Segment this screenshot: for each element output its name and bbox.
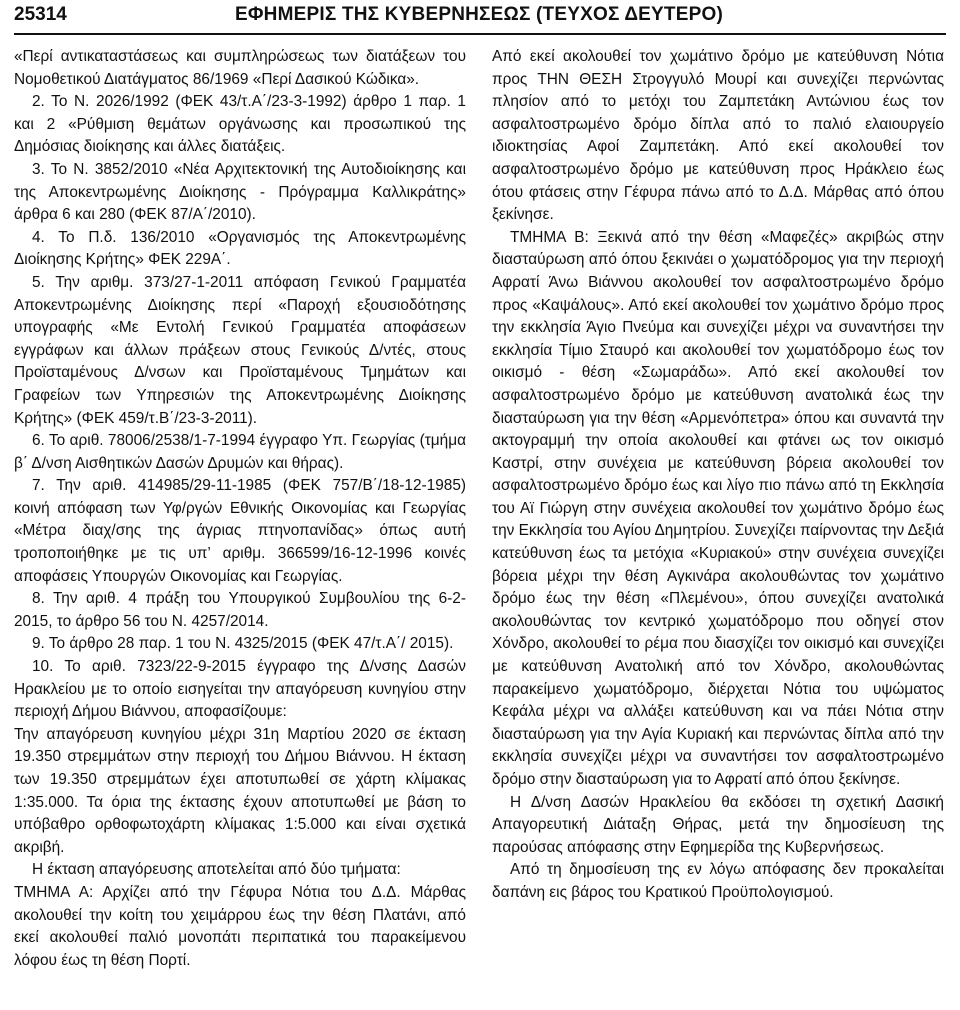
paragraph: Την απαγόρευση κυνηγίου μέχρι 31η Μαρτίου 2020 σε έκταση 19.350 στρεμμάτων στην περιοχή του Δήμου Βιάννου. Η έκταση των 19.350 στρεμμάτων έχει αποτυπωθεί σε χάρτη κλίμακας 1:35.000. Τα όρια της έκτασης έχουν αποτυπωθεί με βάση το υπόβαθρο ορθοφωτοχάρτη κλίμακας 1:5.000 και είναι σχετικά ακριβή.	[14, 725, 466, 856]
paragraph: Από εκεί ακολουθεί τον χωμάτινο δρόμο με κατεύθυνση Νότια προς ΤΗΝ ΘΕΣΗ Στρογγυλό Μουρί και συνεχίζει περνώντας πλησίον από το μετόχι του Ζαμπετάκη Αντώνιου έως τον ασφαλτοστρωμένο δρόμο δίπλα από το παλιό ελαιουργείο ιδιοκτησίας Αφοί Ζαμπετάκη. Από εκεί ακολουθεί τον ασφαλτοστρωμένο δρόμο με κατεύθυνση προς Ηράκλειο έως ότου φτάσεις στην Γέφυρα πάνω από το Δ.Δ. Μάρθας από όπου ξεκίνησε.	[492, 48, 944, 224]
paragraph: Από τη δημοσίευση της εν λόγω απόφασης δεν προκαλείται δαπάνη εις βάρος του Κρατικού Προϋπολογισμού.	[492, 861, 944, 901]
paragraph: Η Δ/νση Δασών Ηρακλείου θα εκδόσει τη σχετική Δασική Απαγορευτική Διάταξη Θήρας, μετά την δημοσίευση της παρούσας απόφασης στην Εφημερίδα της Κυβερνήσεως.	[492, 793, 944, 856]
paragraph: Η έκταση απαγόρευσης αποτελείται από δύο τμήματα:	[32, 861, 401, 879]
paragraph: 2. Το Ν. 2026/1992 (ΦΕΚ 43/τ.Α΄/23-3-1992) άρθρο 1 παρ. 1 και 2 «Ρύθμιση θεμάτων οργάνωσης και προσωπικού της Δημόσιας διοίκησης και άλλες διατάξεις.	[14, 93, 466, 156]
page-header	[0, 0, 960, 36]
gazette-title: ΕΦΗΜΕΡΙΣ ΤΗΣ ΚΥΒΕΡΝΗΣΕΩΣ (ΤΕΥΧΟΣ ΔΕΥΤΕΡΟ)	[235, 4, 723, 25]
paragraph: 9. Το άρθρο 28 παρ. 1 του Ν. 4325/2015 (ΦΕΚ 47/τ.Α΄/ 2015).	[32, 635, 454, 653]
paragraph: 6. Το αριθ. 78006/2538/1-7-1994 έγγραφο Υπ. Γεωργίας (τμήμα β΄ Δ/νση Αισθητικών Δασών Δρυμών και θήρας).	[14, 432, 466, 472]
paragraph: «Περί αντικαταστάσεως και συμπληρώσεως των διατάξεων του Νομοθετικού Διατάγματος 86/1969 «Περί Δασικού Κώδικα».	[14, 48, 466, 88]
header-rule	[14, 33, 946, 35]
left-column	[14, 46, 466, 972]
paragraph: ΤΜΗΜΑ Α: Αρχίζει από την Γέφυρα Νότια του Δ.Δ. Μάρθας ακολουθεί την κοίτη του χειμάρρου έως την θέση Πλατάνι, από εκεί ακολουθεί παλιό μονοπάτι περιπατικά του παρακείμενου λόφου έως τη θέση Πορτί.	[14, 883, 466, 969]
paragraph: 3. Το Ν. 3852/2010 «Νέα Αρχιτεκτονική της Αυτοδιοίκησης και της Αποκεντρωμένης Διοίκησης - Πρόγραμμα Καλλικράτης» άρθρα 6 και 280 (ΦΕΚ 87/Α΄/2010).	[14, 160, 466, 224]
paragraph: ΤΜΗΜΑ Β: Ξεκινά από την θέση «Μαφεζές» ακριβώς στην διασταύρωση από όπου ξεκινάει ο χωματόδρομος για την περιοχή Αφρατί Άνω Βιάννου ακολουθεί τον ασφαλτοστρωμένο δρόμο προς «Καψάλους». Από εκεί ακολουθεί τον χωμάτινο δρόμο προς την εκκλησία Άγιο Πνεύμα και συνεχίζει μέχρι να συναντήσει την εκκλησία Τίμιο Σταυρό και ακολουθεί τον χωματόδρομο έως τον οικισμό - θέση «Σωμαράδω». Από εκεί ακολουθεί τον ασφαλτοστρωμένο δρόμο με κατεύθυνση ανατολικά έως την διασταύρωση για την θέση «Αρμενόπετρα» όπου και συναντά την ακτογραμμή την οποία ακολουθεί και φτάνει ως τον οικισμό Καστρί, στην συνέχεια με κατεύθυνση βόρεια ακολουθεί τον ασφαλτοστρωμένο δρόμο έως και λίγο πιο πάνω από τη Εκκλησία του Αϊ Γιώργη στην συνέχεια ακολουθεί τον χωμάτινο δρόμο έως την Εκκλησία του Αγίου Δημητρίου. Συνεχίζει παίρνοντας την Δεξιά κατεύθυνση έως τα μετόχια «Κυριακού» στην συνέχεια συνεχίζει βόρεια μέχρι την θέση Αγκινάρα ακολουθώντας τον χωμάτινο δρόμο έως την θέση «Πλεμένου», όπου συνεχίζει ανατολικά ακολουθώντας τον κεντρικό χωματόδρομο που οδηγεί στον Χόνδρο, ακολουθεί το ρέμα που διασχίζει τον οικισμό και συνεχίζει με κατεύθυνση Ανατολική από τον Χόνδρο, ακολουθώντας παρακείμενο χωματόδρομο, διέρχεται Νότια του υψώματος Κεφάλα μέχρι να αλλάξει κατεύθυνση και να πάει Νότια στην διασταύρωση για την Αγία Κυριακή και περνώντας δίπλα από την εκκλησία συνεχίζει μέχρι να συναντήσει τον ασφαλτοστρωμένο δρόμο στην διασταύρωση για το Αφρατί από όπου ξεκίνησε.	[492, 228, 944, 788]
paragraph: 7. Την αριθ. 414985/29-11-1985 (ΦΕΚ 757/Β΄/18-12-1985) κοινή απόφαση των Υφ/ργών Εθνικής Οικονομίας και Γεωργίας «Μέτρα διαχ/σης της άγριας πτηνοπανίδας» όπως αυτή τροποποιήθηκε με τις υπ’ αριθμ. 366599/16-12-1996 κοινές αποφάσεις Υπουργών Οικονομίας και Γεωργίας.	[14, 477, 466, 585]
paragraph: 8. Την αριθ. 4 πράξη του Υπουργικού Συμβουλίου της 6-2-2015, το άρθρο 56 του Ν. 4257/2014.	[14, 590, 466, 630]
paragraph: 10. Το αριθ. 7323/22-9-2015 έγγραφο της Δ/νσης Δασών Ηρακλείου με το οποίο εισηγείται την απαγόρευση κυνηγίου στην περιοχή Δήμου Βιάννου, αποφασίζουμε:	[14, 658, 466, 721]
right-column	[492, 46, 944, 905]
paragraph: 5. Την αριθμ. 373/27-1-2011 απόφαση Γενικού Γραμματέα Αποκεντρωμένης Διοίκησης περί «Παροχή εξουσιοδότησης υπογραφής «Με Εντολή Γενικού Γραμματέα αποφάσεων εγγράφων και άλλων πράξεων στους Γενικούς Δ/ντές, στους Προϊσταμένους Δ/νσων και Προϊσταμένους Τμημάτων και Γραφείων των Υπηρεσιών της Αποκεντρωμένης Διοίκησης Κρήτης» (ΦΕΚ 459/τ.Β΄/23-3-2011).	[14, 273, 466, 427]
page-number: 25314	[14, 4, 67, 25]
paragraph: 4. Το Π.δ. 136/2010 «Οργανισμός της Αποκεντρωμένης Διοίκησης Κρήτης» ΦΕΚ 229Α΄.	[14, 228, 466, 269]
